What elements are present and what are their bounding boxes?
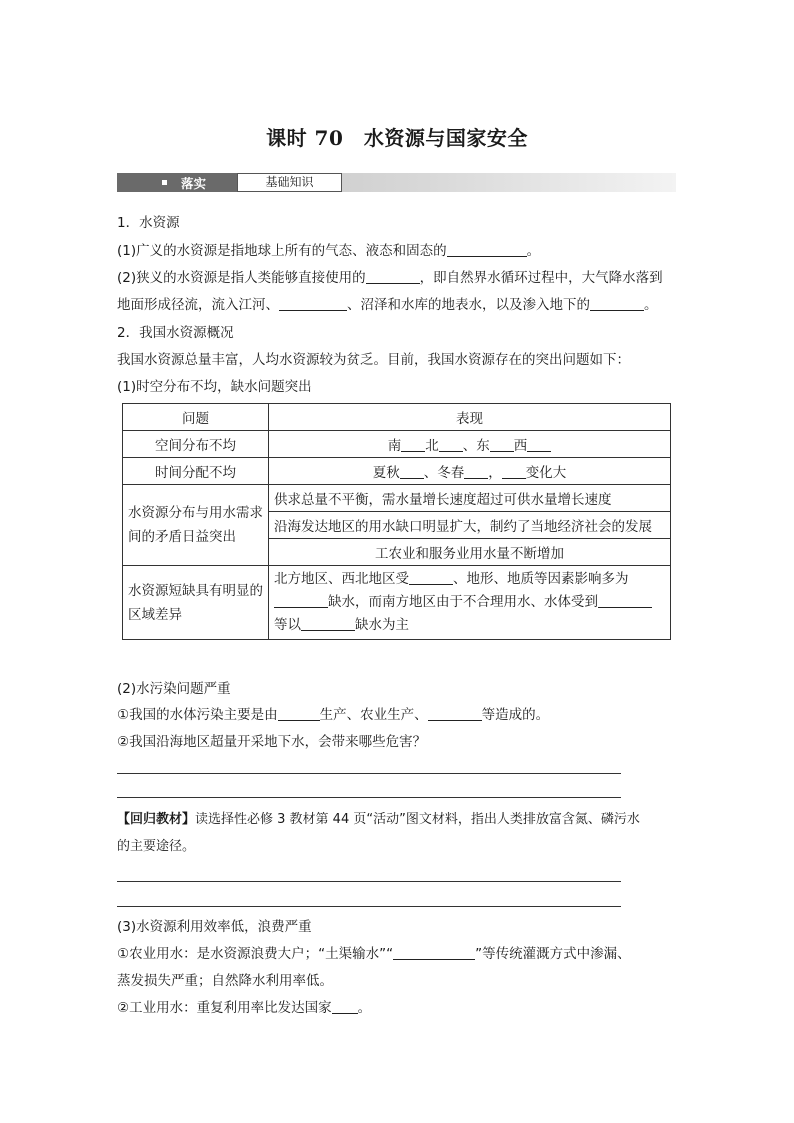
text: (1)广义的水资源是指地球上所有的气态、液态和固态的 (117, 243, 447, 259)
answer-line[interactable] (117, 773, 621, 774)
text: ”等传统灌溉方式中渗漏、 (475, 946, 631, 962)
table-row (123, 458, 671, 485)
textbook-tag: 【回归教材】 (117, 812, 196, 827)
text: ， (488, 465, 502, 481)
table-header-row (123, 404, 671, 431)
text: ①农业用水：是水资源浪费大户；“土渠输水”“ (117, 946, 394, 962)
fill-blank[interactable] (279, 297, 347, 311)
fill-blank[interactable] (464, 465, 488, 479)
text: 等以 (274, 617, 301, 633)
text: ，即自然界水循环过程中，大气降水落到 (419, 270, 663, 286)
text: ②工业用水：重复利用率比发达国家 (117, 1000, 332, 1016)
text: ①我国的水体污染主要是由 (117, 707, 278, 723)
paragraph-narrow-definition-cont (117, 296, 658, 314)
text-line (274, 614, 665, 637)
fill-blank[interactable] (332, 1000, 358, 1014)
manifestation-cell: 沿海发达地区的用水缺口明显扩大，制约了当地经济社会的发展 (269, 512, 671, 539)
fill-blank[interactable] (393, 946, 475, 960)
text: 、沼泽和水库的地表水，以及渗入地下的 (347, 297, 590, 313)
problems-table (122, 403, 671, 640)
manifestation-cell: 工农业和服务业用水量不断增加 (269, 539, 671, 566)
paragraph-narrow-definition (117, 269, 663, 287)
text: 变化大 (525, 465, 567, 481)
section-bar (117, 173, 676, 192)
heading-water-resources: 1．水资源 (117, 215, 180, 231)
question-groundwater: ②我国沿海地区超量开采地下水，会带来哪些危害？ (117, 734, 427, 750)
text: 等造成的。 (481, 707, 550, 723)
answer-line[interactable] (117, 906, 621, 907)
text: 、地形、地质等因素影响多为 (453, 571, 629, 587)
text: 西 (513, 438, 528, 454)
text: 缺水，而南方地区由于不合理用水、水体受到 (328, 594, 598, 610)
answer-line[interactable] (117, 881, 621, 882)
text: 读选择性必修 3 教材第 44 页“活动”图文材料，指出人类排放富含氮、磷污水 (195, 812, 640, 827)
subheading-pollution: (2)水污染问题严重 (117, 681, 231, 697)
fill-blank[interactable] (439, 438, 463, 452)
paragraph-broad-definition (117, 242, 540, 260)
manifestation-cell: 供求总量不平衡，需水量增长速度超过可供水量增长速度 (269, 485, 671, 512)
page-title: 课时 70 水资源与国家安全 (266, 126, 528, 150)
square-bullet-icon (162, 180, 167, 185)
fill-blank[interactable] (490, 438, 514, 452)
text: 缺水为主 (355, 617, 409, 633)
table-row (123, 431, 671, 458)
subheading-uneven-distribution: (1)时空分布不均，缺水问题突出 (117, 379, 312, 395)
heading-china-overview: 2．我国水资源概况 (117, 325, 234, 341)
header-manifestation: 表现 (269, 404, 671, 431)
text: 北 (425, 438, 439, 454)
header-problem: 问题 (123, 404, 269, 431)
problem-cell: 空间分布不均 (123, 431, 269, 458)
text: 、冬春 (423, 465, 465, 481)
text: 。 (526, 243, 541, 259)
fill-blank[interactable] (274, 594, 328, 608)
fill-blank[interactable] (400, 465, 424, 479)
fill-blank[interactable] (409, 571, 453, 585)
question-industry (117, 999, 371, 1017)
answer-line[interactable] (117, 797, 621, 798)
problem-cell: 水资源短缺具有明显的区域差异 (123, 566, 269, 640)
textbook-prompt-cont: 的主要途径。 (117, 839, 196, 854)
fill-blank[interactable] (447, 243, 527, 257)
text: 、东 (462, 438, 490, 454)
subheading-efficiency: (3)水资源利用效率低，浪费严重 (117, 919, 312, 935)
problem-cell: 时间分配不均 (123, 458, 269, 485)
section-bar-dark (117, 173, 237, 192)
fill-blank[interactable] (598, 594, 652, 608)
fill-blank[interactable] (428, 707, 482, 721)
paragraph-intro: 我国水资源总量丰富，人均水资源较为贫乏。目前，我国水资源存在的突出问题如下： (117, 352, 630, 368)
section-label: 落实 (181, 176, 207, 191)
question-agriculture (117, 945, 631, 963)
text: 南 (387, 438, 402, 454)
text: 。 (357, 1000, 372, 1016)
table-row (123, 566, 671, 640)
fill-blank[interactable] (278, 707, 320, 721)
fill-blank[interactable] (527, 438, 551, 452)
fill-blank[interactable] (401, 438, 425, 452)
text: 。 (644, 297, 658, 313)
text-line (274, 568, 665, 591)
question-agriculture-cont: 蒸发损失严重；自然降水利用率低。 (117, 973, 333, 989)
text: (2)狭义的水资源是指人类能够直接使用的 (117, 270, 366, 286)
table-row (123, 485, 671, 512)
problem-cell: 水资源分布与用水需求间的矛盾日益突出 (123, 485, 269, 566)
text-line (274, 591, 665, 614)
fill-blank[interactable] (301, 617, 355, 631)
fill-blank[interactable] (590, 297, 644, 311)
text: 生产、农业生产、 (319, 707, 428, 723)
manifestation-cell (269, 566, 671, 640)
text: 夏秋 (372, 465, 400, 481)
text: 北方地区、西北地区受 (274, 571, 409, 587)
manifestation-cell (269, 458, 671, 485)
textbook-prompt (117, 811, 640, 829)
fill-blank[interactable] (366, 270, 420, 284)
question-pollution-source (117, 706, 549, 724)
section-tab: 基础知识 (237, 173, 342, 192)
text: 地面形成径流，流入江河、 (117, 297, 279, 313)
fill-blank[interactable] (502, 465, 526, 479)
manifestation-cell (269, 431, 671, 458)
